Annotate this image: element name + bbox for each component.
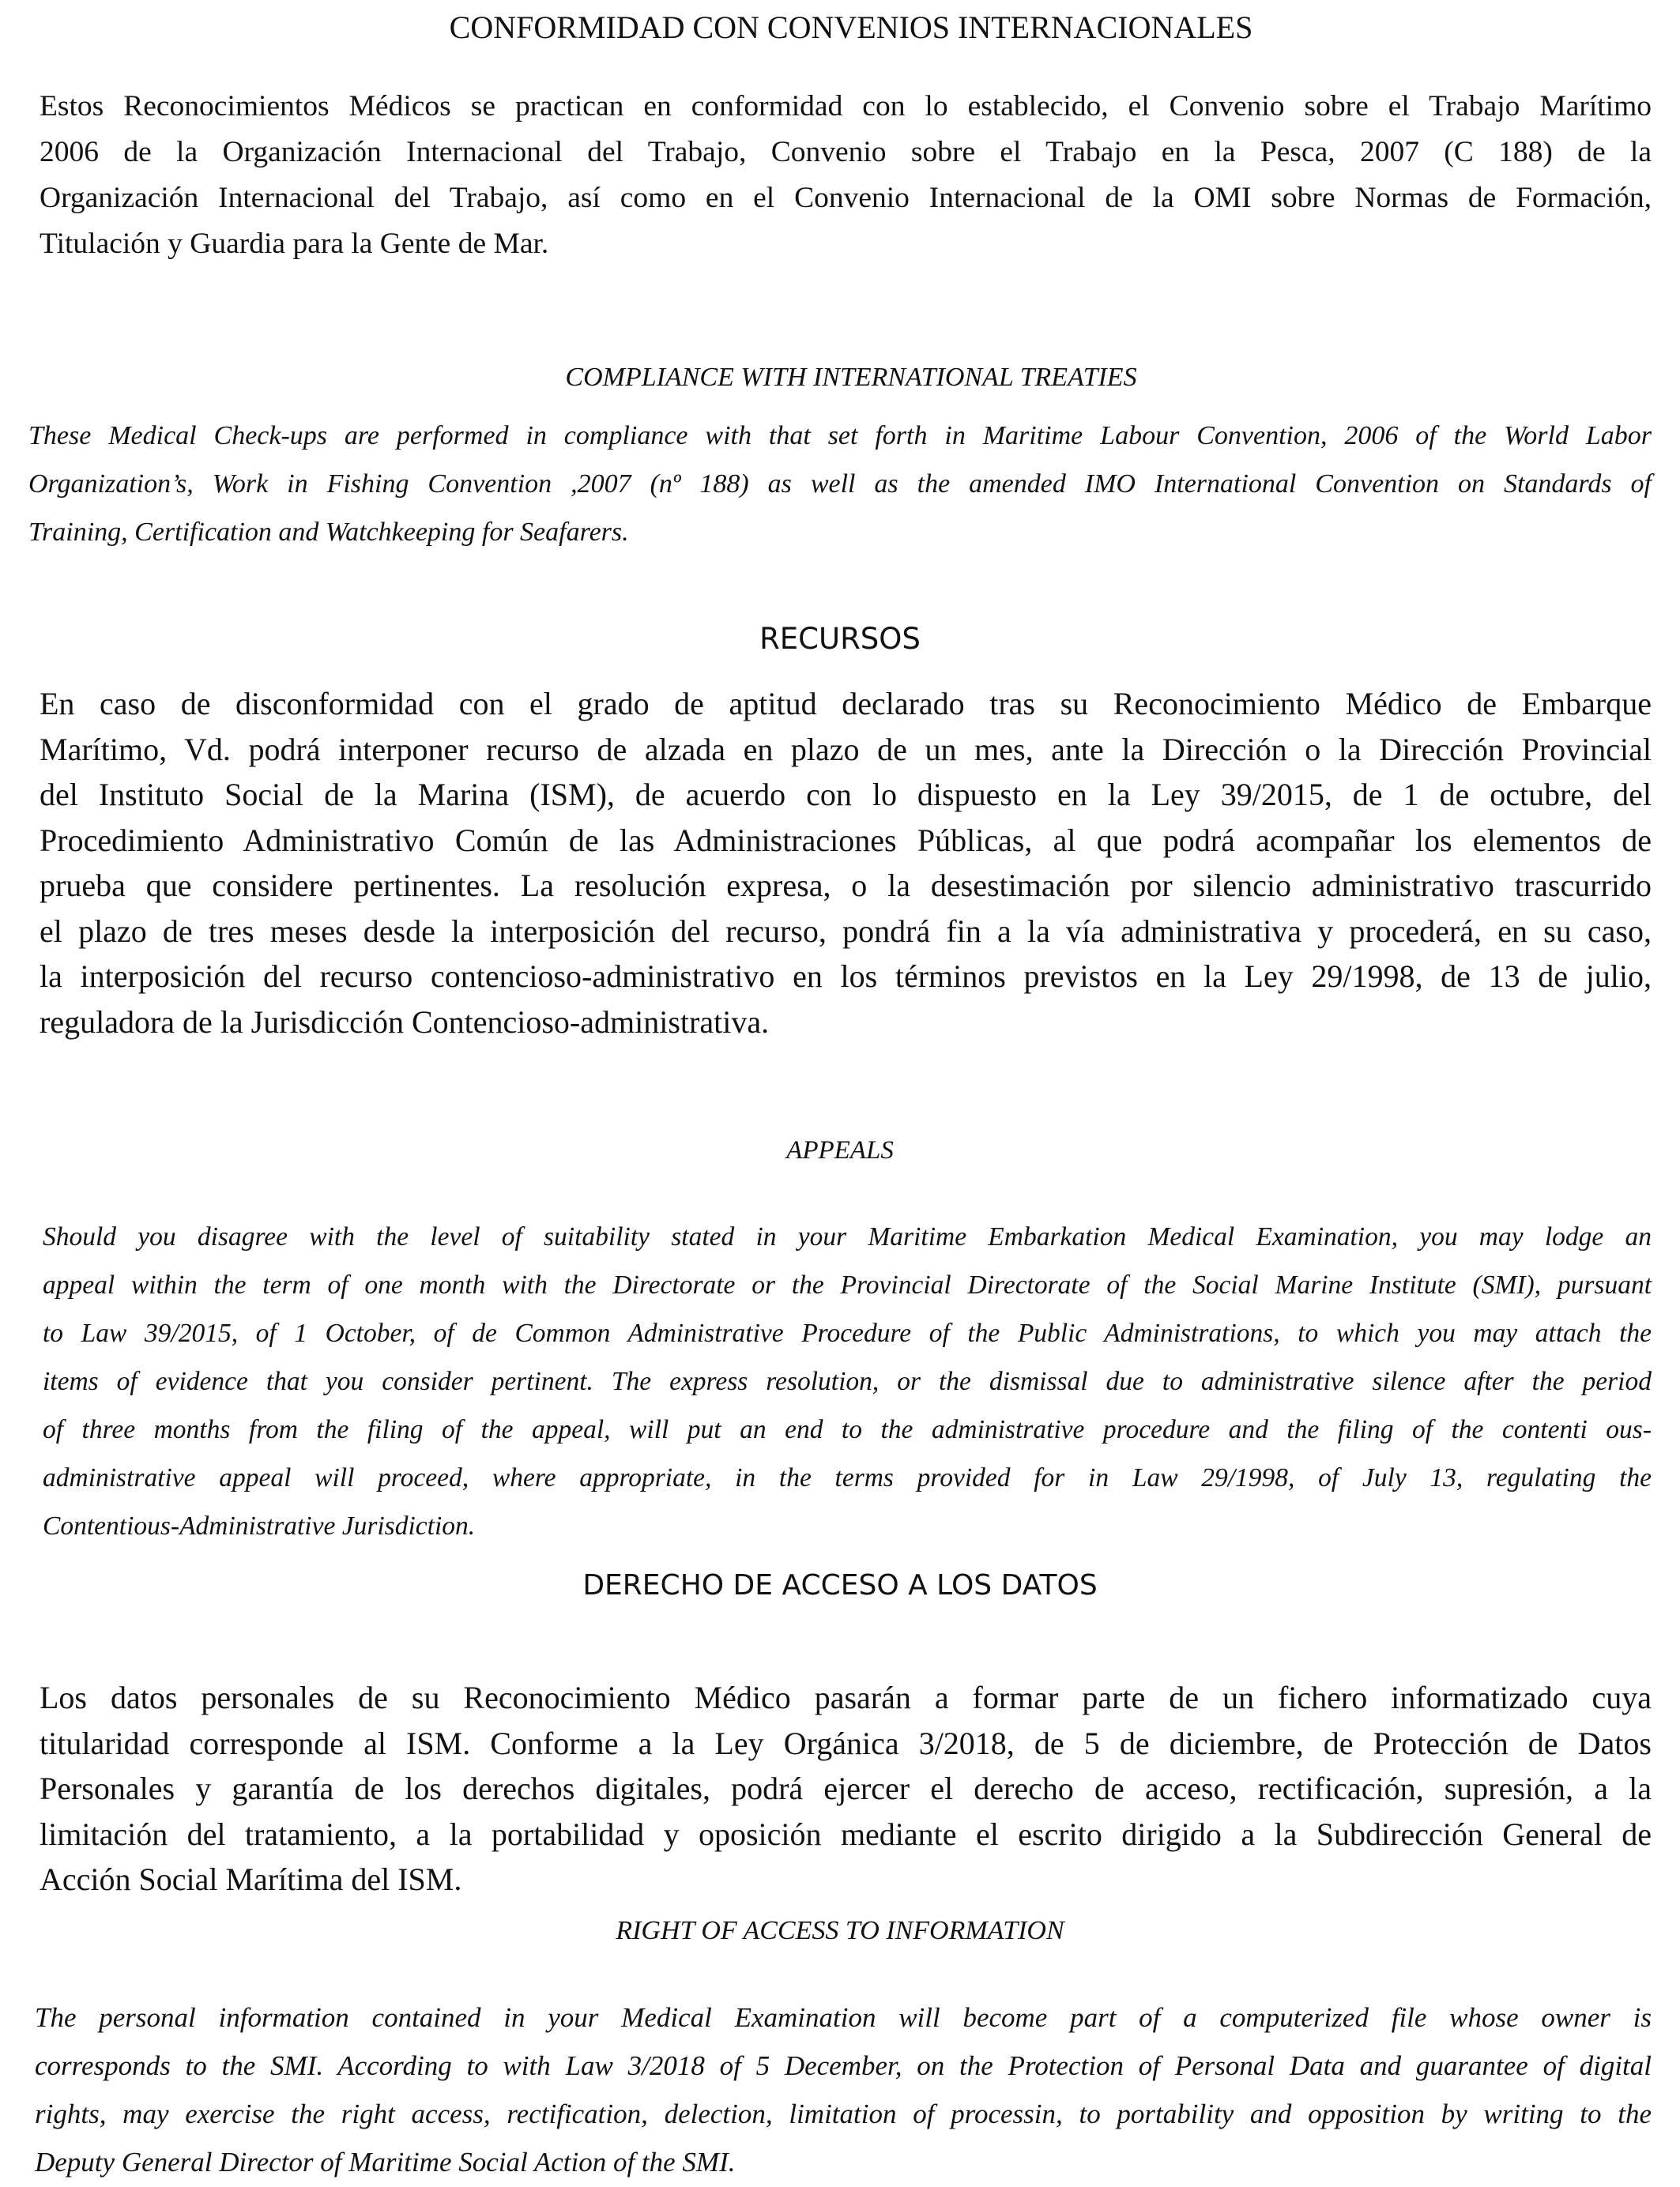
paragraph-line: Titulación y Guardia para la Gente de Mar. (40, 228, 549, 260)
heading-conformidad: CONFORMIDAD CON CONVENIOS INTERNACIONALES (449, 9, 1253, 45)
paragraph-appeals (43, 1213, 1652, 1550)
paragraph-line: del Instituto Social de la Marina (ISM), de acuerdo con lo dispuesto en la Ley 39/2015, de 1 de octubre, del (40, 777, 1652, 812)
paragraph-line: Contentious-Administrative Jurisdiction. (43, 1511, 476, 1541)
paragraph-line: These Medical Check-ups are performed in compliance with that set forth in Maritime Labour Convention, 2006 of the World Labor (28, 421, 1652, 450)
heading-right-of-access: RIGHT OF ACCESS TO INFORMATION (616, 1916, 1064, 1945)
paragraph-line: Organization’s, Work in Fishing Convention ,2007 (nº 188) as well as the amended IMO International Convention on Standards of (28, 469, 1652, 499)
paragraph-line: administrative appeal will proceed, where appropriate, in the terms provided for in Law 29/1998, of July 13, regulating the (43, 1463, 1652, 1493)
heading-recursos: RECURSOS (759, 622, 921, 656)
paragraph-line: prueba que considere pertinentes. La resolución expresa, o la desestimación por silencio administrativo trascurrido (40, 868, 1652, 903)
paragraph-line: The personal information contained in your Medical Examination will become part of a computerized file whose owner is (35, 2002, 1652, 2033)
paragraph-line: rights, may exercise the right access, rectification, delection, limitation of processin, to portability and opposition by writing to the (35, 2099, 1652, 2129)
paragraph-line: Estos Reconocimientos Médicos se practican en conformidad con lo establecido, el Convenio sobre el Trabajo Marítimo (40, 90, 1652, 122)
paragraph-conformidad (40, 84, 1652, 267)
paragraph-line: limitación del tratamiento, a la portabilidad y oposición mediante el escrito dirigido a la Subdirección General de (40, 1816, 1652, 1852)
paragraph-line: Marítimo, Vd. podrá interponer recurso de alzada en plazo de un mes, ante la Dirección o la Dirección Provincial (40, 731, 1652, 767)
paragraph-line: of three months from the filing of the appeal, will put an end to the administrative procedure and the filing of the contenti ous- (43, 1415, 1652, 1444)
paragraph-line: Training, Certification and Watchkeeping for Seafarers. (28, 518, 629, 547)
paragraph-derecho-acceso (40, 1675, 1652, 1903)
paragraph-line: el plazo de tres meses desde la interposición del recurso, pondrá fin a la vía administrativa y procederá, en su caso, (40, 913, 1652, 949)
paragraph-right-of-access (35, 1993, 1652, 2186)
paragraph-recursos (40, 681, 1652, 1045)
paragraph-line: Procedimiento Administrativo Común de las Administraciones Públicas, al que podrá acompañar los elementos de (40, 822, 1652, 858)
paragraph-line: Acción Social Marítima del ISM. (40, 1861, 462, 1897)
heading-appeals: APPEALS (786, 1136, 894, 1165)
paragraph-line: Organización Internacional del Trabajo, así como en el Convenio Internacional de la OMI sobre Normas de Formación, (40, 182, 1652, 214)
paragraph-line: items of evidence that you consider pertinent. The express resolution, or the dismissal due to administrative silence after the period (43, 1367, 1652, 1396)
paragraph-line: reguladora de la Jurisdicción Contencioso-administrativa. (40, 1003, 770, 1040)
paragraph-compliance (28, 412, 1652, 556)
paragraph-line: titularidad corresponde al ISM. Conforme a la Ley Orgánica 3/2018, de 5 de diciembre, de Protección de Datos (40, 1725, 1652, 1761)
paragraph-line: corresponds to the SMI. According to with Law 3/2018 of 5 December, on the Protection of Personal Data and guarantee of digital (35, 2050, 1652, 2081)
paragraph-line: to Law 39/2015, of 1 October, of de Common Administrative Procedure of the Public Administrations, to which you may attach the (43, 1319, 1652, 1348)
heading-derecho-acceso: DERECHO DE ACCESO A LOS DATOS (582, 1569, 1098, 1602)
paragraph-line: Personales y garantía de los derechos digitales, podrá ejercer el derecho de acceso, rectificación, supresión, a la (40, 1771, 1652, 1806)
paragraph-line: Los datos personales de su Reconocimiento Médico pasarán a formar parte de un fichero informatizado cuya (40, 1680, 1652, 1715)
paragraph-line: 2006 de la Organización Internacional del Trabajo, Convenio sobre el Trabajo en la Pesca, 2007 (C 188) de la (40, 136, 1652, 168)
paragraph-line: En caso de disconformidad con el grado de aptitud declarado tras su Reconocimiento Médico de Embarque (40, 686, 1652, 721)
heading-compliance: COMPLIANCE WITH INTERNATIONAL TREATIES (565, 363, 1137, 392)
paragraph-line: Should you disagree with the level of suitability stated in your Maritime Embarkation Medical Examination, you may lodge an (43, 1222, 1652, 1252)
paragraph-line: appeal within the term of one month with the Directorate or the Provincial Directorate of the Social Marine Institute (SMI), pursuant (43, 1270, 1652, 1300)
paragraph-line: la interposición del recurso contencioso-administrativo en los términos previstos en la Ley 29/1998, de 13 de julio, (40, 958, 1652, 994)
paragraph-line: Deputy General Director of Maritime Social Action of the SMI. (35, 2147, 736, 2178)
